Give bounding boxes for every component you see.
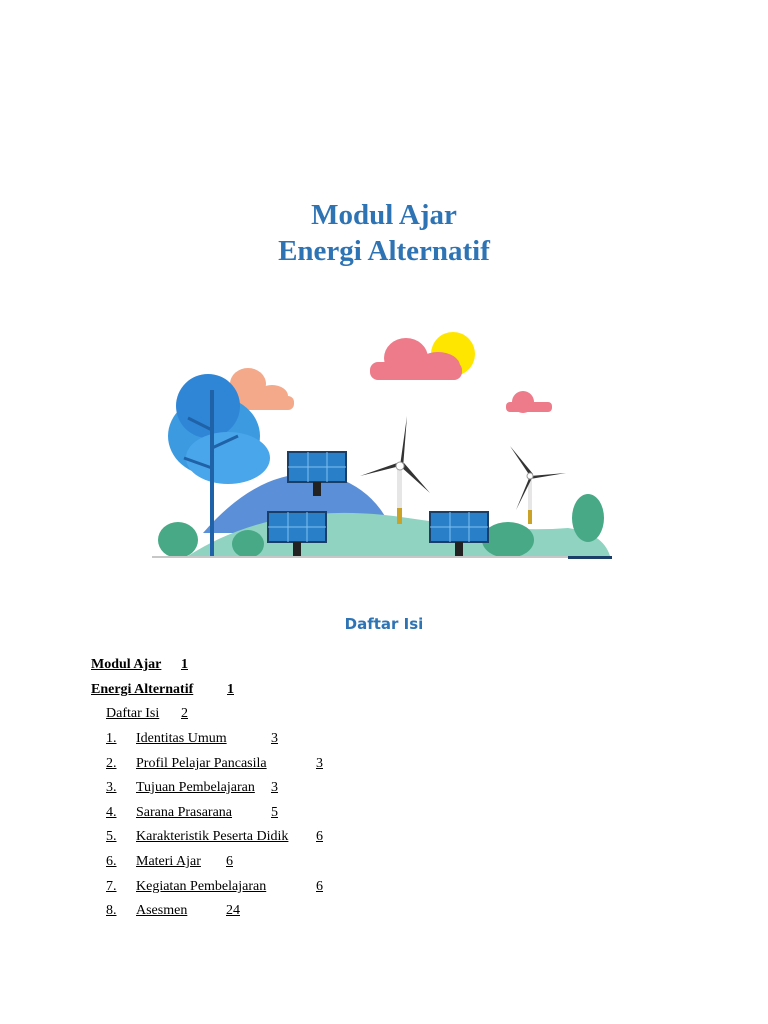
- toc-number[interactable]: 5.: [106, 829, 117, 844]
- toc-label[interactable]: Tujuan Pembelajaran: [136, 780, 255, 795]
- toc-label[interactable]: Asesmen: [136, 903, 188, 918]
- renewable-energy-illustration: [148, 318, 618, 568]
- toc-label[interactable]: Sarana Prasarana: [136, 805, 233, 820]
- toc-page[interactable]: 6: [316, 879, 323, 894]
- toc-page[interactable]: 6: [226, 854, 233, 869]
- toc-page[interactable]: 5: [271, 805, 278, 820]
- toc-page[interactable]: 3: [316, 756, 323, 771]
- toc-page[interactable]: 2: [181, 706, 188, 721]
- title-line-2: Energi Alternatif: [278, 235, 490, 267]
- toc-label[interactable]: Profil Pelajar Pancasila: [136, 756, 267, 771]
- toc-number[interactable]: 7.: [106, 879, 117, 894]
- toc-page[interactable]: 1: [227, 682, 234, 697]
- cloud-icon: [506, 391, 552, 413]
- toc-number[interactable]: 8.: [106, 903, 117, 918]
- toc-page[interactable]: 24: [226, 903, 240, 918]
- toc-number[interactable]: 3.: [106, 780, 117, 795]
- toc-label[interactable]: Kegiatan Pembelajaran: [136, 879, 267, 894]
- wind-turbine-icon: [510, 446, 566, 524]
- toc-number[interactable]: 2.: [106, 756, 117, 771]
- toc-label[interactable]: Energi Alternatif: [91, 682, 194, 697]
- title-line-1: Modul Ajar: [311, 199, 457, 231]
- document-title: [0, 197, 768, 269]
- toc-page[interactable]: 6: [316, 829, 323, 844]
- toc-number[interactable]: 4.: [106, 805, 117, 820]
- toc-page[interactable]: 1: [181, 657, 188, 672]
- toc-label[interactable]: Karakteristik Peserta Didik: [136, 829, 289, 844]
- toc-page[interactable]: 3: [271, 731, 278, 746]
- toc-label[interactable]: Materi Ajar: [136, 854, 201, 869]
- toc-number[interactable]: 6.: [106, 854, 117, 869]
- toc-number[interactable]: 1.: [106, 731, 117, 746]
- toc-page[interactable]: 3: [271, 780, 278, 795]
- toc-label[interactable]: Identitas Umum: [136, 731, 227, 746]
- toc-heading: Daftar Isi: [344, 615, 424, 633]
- toc-label[interactable]: Daftar Isi: [106, 706, 160, 721]
- toc-label[interactable]: Modul Ajar: [91, 657, 162, 672]
